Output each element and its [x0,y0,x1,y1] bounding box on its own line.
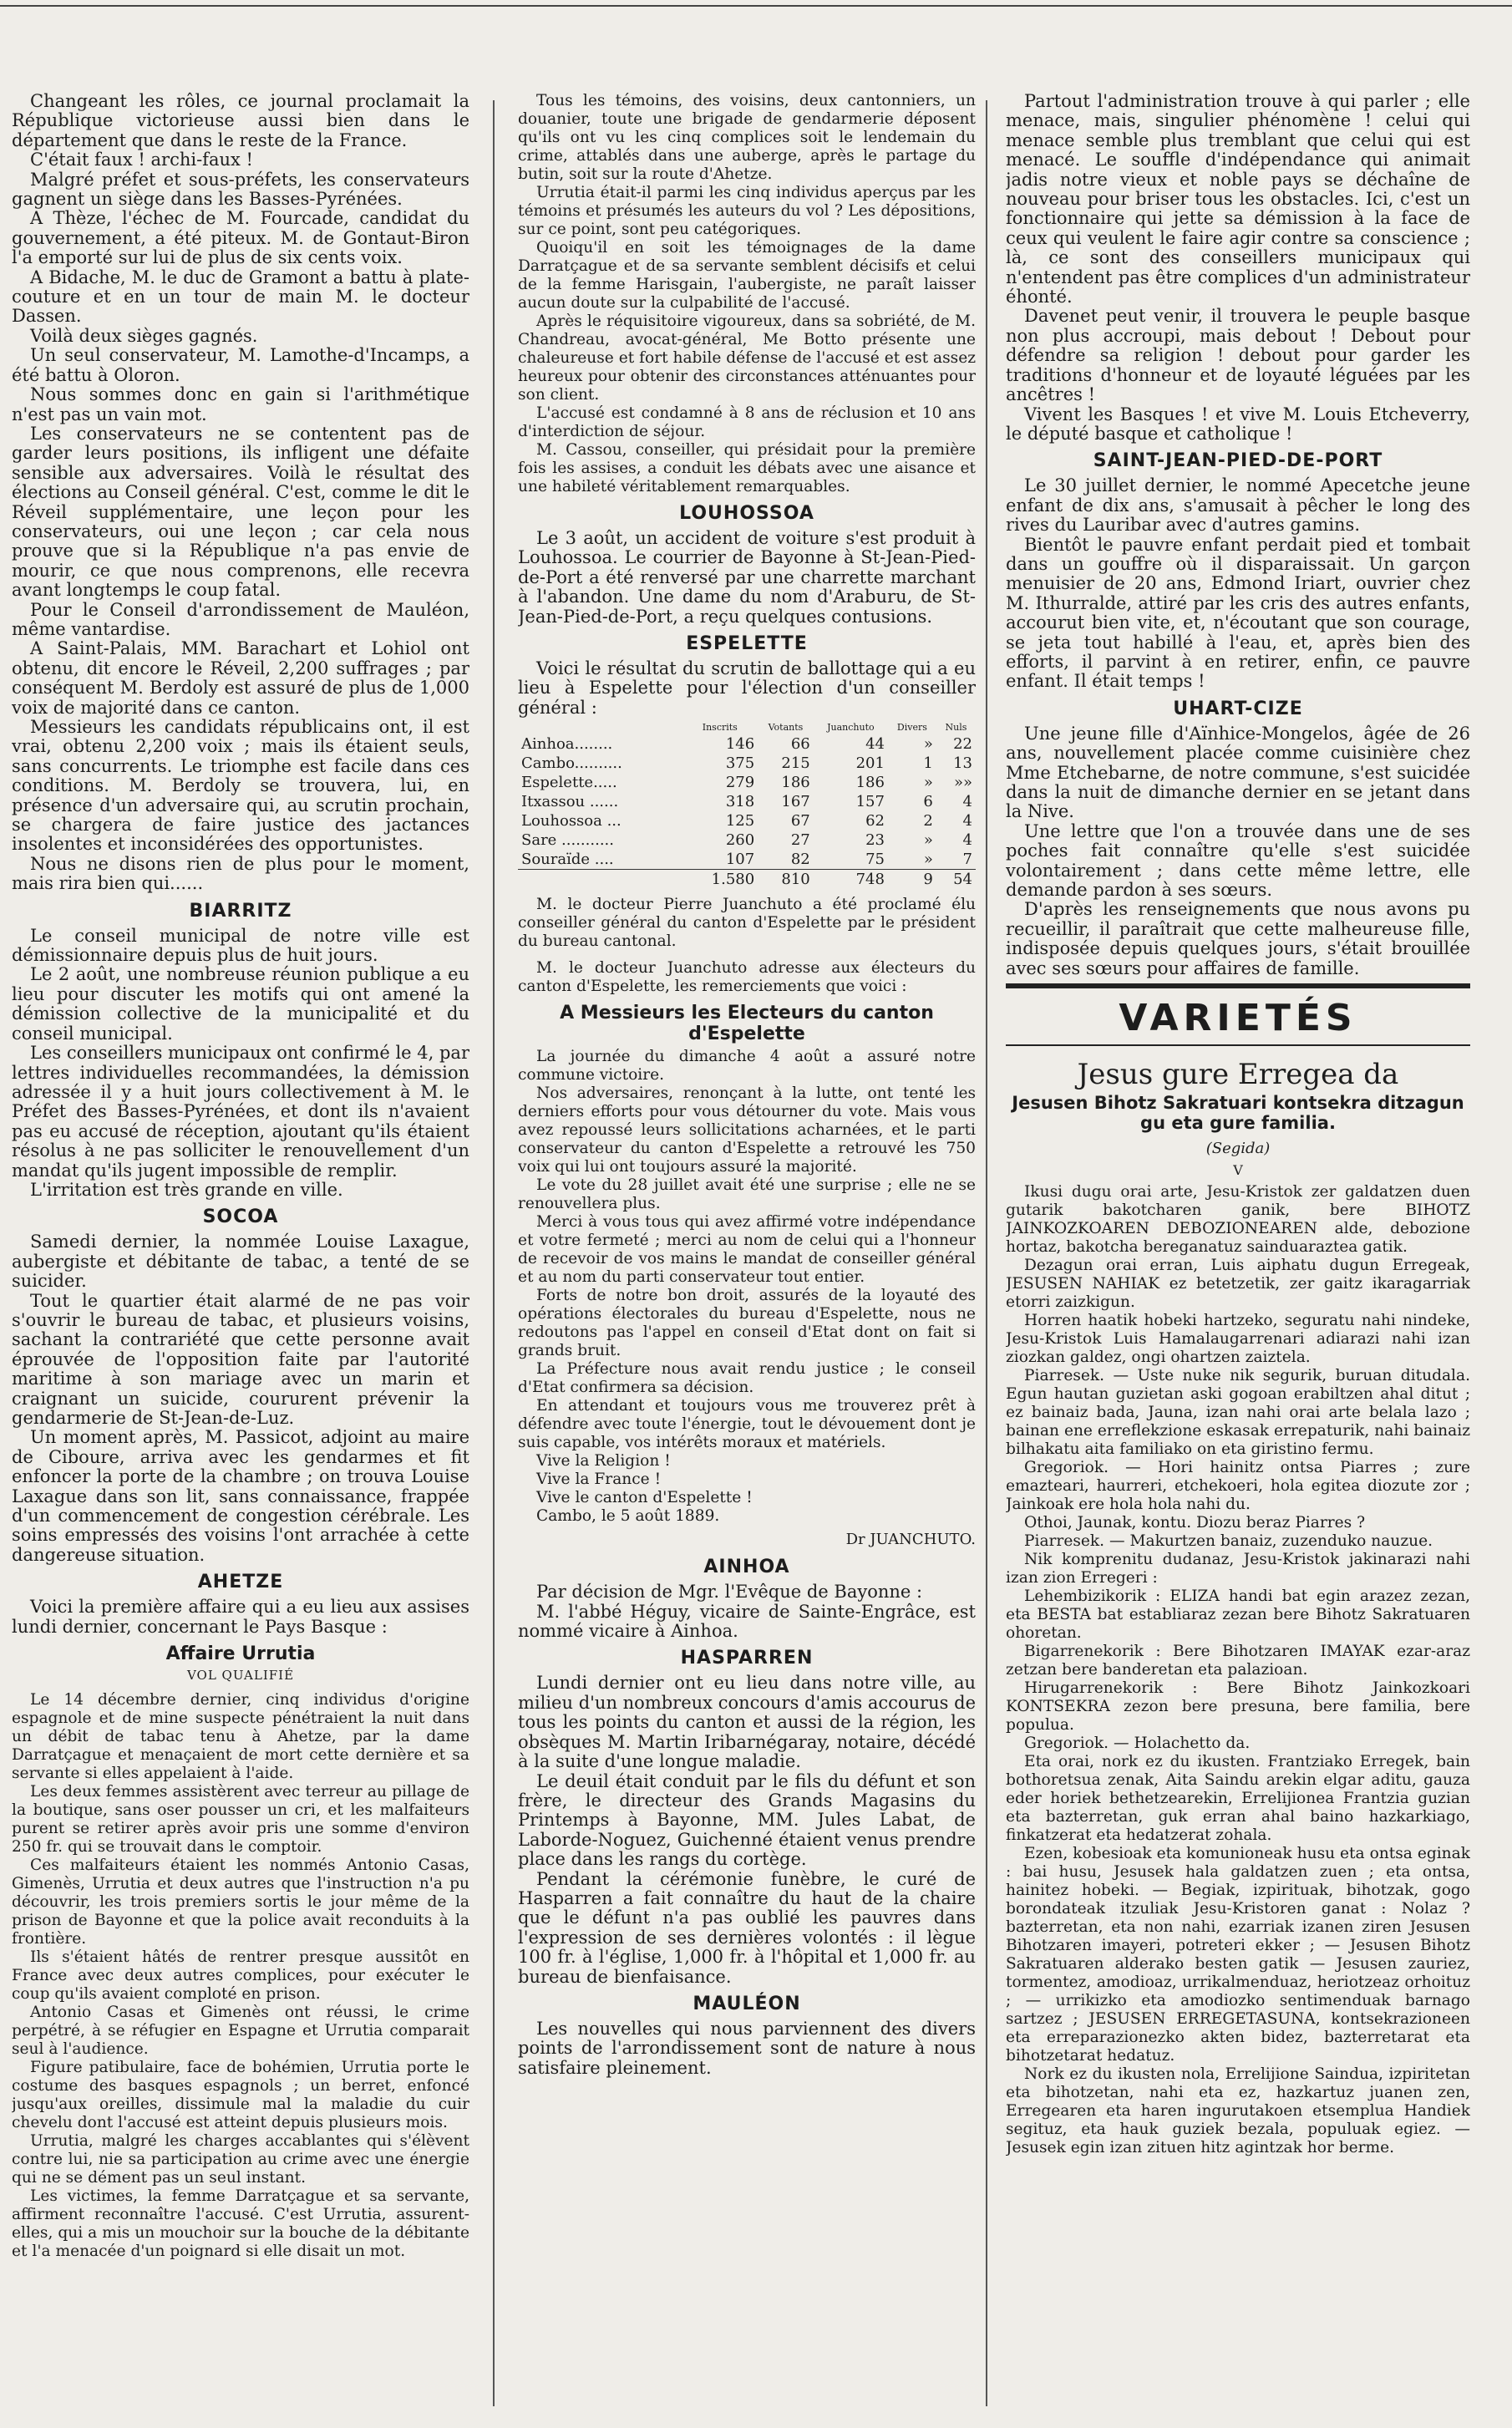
paragraph: A Bidache, M. le duc de Gramont a battu à plate-couture et en un tour de main M. le docteur Dassen. [12,267,469,327]
vote-cell: » [923,831,933,850]
vote-cell: 22 [953,735,972,754]
vote-header-nuls: Nuls [945,722,967,734]
paragraph: Figure patibulaire, face de bohémien, Urrutia porte le costume des basques espagnols ; un berret, enfoncé jusqu'aux oreilles, dissimule mal la maladie du cuir chevelu dont l'accusé est atteint depuis plusieurs mois. [12,2059,469,2132]
vote-cell: 23 [865,831,885,850]
paragraph: Bigarrenekorik : Bere Bihotzaren IMAYAK ezar-araz zetzan bere banderetan eta palazioan. [1006,1643,1470,1679]
espelette-intro: Voici le résultat du scrutin de ballottage qui a eu lieu à Espelette pour l'élection d'un conseiller général : [518,658,976,718]
paragraph: Forts de notre bon droit, assurés de la loyauté des opérations électorales du bureau d'Espelette, nous ne redoutons pas l'appel en conseil d'Etat dont on fait si grands bruit. [518,1287,976,1360]
heading-biarritz: BIARRITZ [189,900,292,922]
paragraph: Bientôt le pauvre enfant perdait pied et tombait dans un gouffre où il disparaissait. Un garçon menuisier de 20 ans, Edmond Iriart, ouvrier chez M. Ithurralde, attiré par les cris des autres enfants, accourut bien vite, et, n'écoutant que son courage, se jeta tout habillé à l'eau, et, après bien des efforts, il parvint à en retirer, enfin, ce pauvre enfant. Il était temps ! [1006,534,1470,692]
paragraph: Samedi dernier, la nommée Louise Laxague, aubergiste et débitante de tabac, a tenté de se suicider. [12,1232,469,1292]
paragraph: Ces malfaiteurs étaient les nommés Antonio Casas, Gimenès, Urrutia et deux autres que l'instruction n'a pu découvrir, les trois premiers sortis le jour même de la prison de Bayonne et que la police avait reconduits à la frontière. [12,1857,469,1948]
paragraph: Merci à vous tous qui avez affirmé votre indépendance et votre fermeté ; merci au nom de celui qui a l'honneur de recevoir de vos mains le mandat de conseiller général et au nom du parti conservateur tout entier. [518,1213,976,1287]
paragraph: Pour le Conseil d'arrondissement de Mauléon, même vantardise. [12,599,469,639]
paragraph: Nork ez du ikusten nola, Errelijione Saindua, izpiritetan eta bihotzetan, nahi eta ez, hazkartuz juanen zen, Erregearen eta haren ingurutakoen etsemplua Handiek segituz, eta hauk guziek bezala, populuak egiez. — Jesusek egin izan zituen hitz agintzak hor berme. [1006,2065,1470,2157]
paragraph: Le deuil était conduit par le fils du défunt et son frère, le directeur des Grands Magasins du Printemps à Bayonne, MM. Jules Labat, de Laborde-Noguez, Guichenné étaient venus prendre place dans les rangs du cortège. [518,1770,976,1870]
vote-cell: 375 [725,754,755,773]
vote-row [518,850,976,870]
paragraph: Gregoriok. — Holachetto da. [1024,1735,1251,1753]
heading-mauleon: MAULÉON [693,1993,801,2014]
heading-saint-jean-pied-de-port: SAINT-JEAN-PIED-DE-PORT [1093,450,1383,472]
paragraph: Nous ne disons rien de plus pour le moment, mais rira bien qui...... [12,853,469,894]
vote-cell: 4 [962,793,972,811]
vote-cell: » [923,851,933,869]
paragraph: Ezen, kobesioak eta komunioneak husu eta ontsa eginak : bai husu, Jesusek hala galdatzen zuen ; eta ontsa, hainitez hobeki. — Begiak, izpirituak, bihotzak, gogo borondateak itzuliak Jesu-Kristoren ganat : Nolaz ? bazterretan, eta non nahi, ezarriak izanen ziren Jesusen Bihotzaren imayeri, potreteri ekker ; — Jesusen Bihotz Sakratuaren alderako besten gatik — Jesusen zauriez, tormentez, amodioaz, urrikalmenduaz, heriotzeaz orhoituz ; — urrikizko eta amodiozko sentimenduak barnago sartzez ; JESUSEN ERREGETASUNA, kontsekrazioneen eta erreparazionezko akten bidez, bazterretarat eta bihotzetarat hedatuz. [1006,1845,1470,2065]
vote-cell: » [923,774,933,792]
vote-header-commune [518,721,682,734]
paragraph: Les deux femmes assistèrent avec terreur au pillage de la boutique, sans oser pousser un cri, et les malfaiteurs purent se retirer après avoir pris une somme d'environ 250 fr. qui se trouvait dans le comptoir. [12,1783,469,1857]
vote-total-cell: 9 [888,870,936,890]
vote-commune: Espelette..... [521,774,617,792]
paragraph: Piarresek. — Uste nuke nik segurik, buruan ditudala. Egun hautan guzietan aski gogoan erabiltzen ahal ditut ; ez bainaiz bada, Jauna, izan nahi orai arte belala lazo ; bainan ene erreflekzione eskasak errepaturik, nahi bainaiz bilhakatu aita familiako on eta giristino fermu. [1006,1367,1470,1459]
article-biarritz [12,927,469,1201]
heading-uhart-cize: UHART-CIZE [1173,698,1303,719]
vote-cell: 186 [855,774,885,792]
vote-cell: 215 [781,754,810,773]
paragraph: Changeant les rôles, ce journal proclamait la République victorieuse aussi bien dans le département que dans le reste de la France. [12,92,469,150]
paragraph: Nik komprenitu dudanaz, Jesu-Kristok jakinarazi nahi izan zion Erregeri : [1006,1551,1470,1587]
vote-commune: Ainhoa........ [521,735,613,754]
vote-header-juanchuto: Juanchuto [827,722,875,734]
paragraph: Urrutia était-il parmi les cinq individus aperçus par les témoins et présumés les auteurs du vol ? Les dépositions, sur ce point, sont peu catégoriques. [518,184,976,238]
vote-row [518,811,976,830]
paragraph: Vive la France ! [536,1471,662,1489]
varietes-banner: VARIETÉS [1006,983,1470,1046]
article-affaire-urrutia [12,1691,469,2261]
paragraph: Othoi, Jaunak, kontu. Diozu beraz Piarres ? [1024,1514,1366,1532]
vote-cell: 4 [962,812,972,830]
vote-row [518,734,976,754]
paragraph: D'après les renseignements que nous avons pu recueillir, il paraîtrait que cette malheureuse fille, indisposée depuis quelques jours, s'était brouillée avec ses sœurs pour affaires de famille. [1006,899,1470,978]
paragraph: La Préfecture nous avait rendu justice ; le conseil d'Etat confirmera sa décision. [518,1360,976,1397]
heading-ainhoa: AINHOA [703,1557,790,1578]
paragraph: Les victimes, la femme Darratçague et sa servante, affirment reconnaître l'accusé. C'est Urrutia, assurent-elles, qui a mis un mouchoir sur la bouche de la débitante et l'a menacée d'un poignard si elle disait un mot. [12,2187,469,2261]
vote-cell: 125 [725,812,755,830]
vote-cell: 279 [725,774,755,792]
vote-total-cell: 748 [814,870,888,890]
heading-ahetze: AHETZE [197,1572,284,1593]
heading-louhossoa: LOUHOSSOA [679,503,814,524]
column-rule-right [986,100,987,2406]
column-2 [518,92,976,2411]
vote-cell: 75 [865,851,885,869]
paragraph: Cambo, le 5 août 1889. [536,1507,720,1526]
article-louhossoa: Le 3 août, un accident de voiture s'est produit à Louhossoa. Le courrier de Bayonne à St-Jean-Pied-de-Port a été renversé par une charrette marchant à l'abandon. Une dame du nom d'Araburu, de St-Jean-Pied-de-Port, a reçu quelques contusions. [518,528,976,627]
heading-affaire-urrutia: Affaire Urrutia [165,1643,316,1665]
paragraph: Messieurs les candidats républicains ont, il est vrai, obtenu 2,200 voix ; mais ils étaient seuls, sans concurrents. Le triomphe est facile dans ces conditions. M. Berdoly se trouvera, lui, en présence d'un adversaire qui, au scrutin prochain, se chargera de faire justice des jactances insolentes et inconsidérées des opportunistes. [12,717,469,855]
vote-cell: 167 [781,793,810,811]
paragraph: Le 30 juillet dernier, le nommé Apecetche jeune enfant de dix ans, s'amusait à pêcher le long des rives du Lauribar avec d'autres gamins. [1006,475,1470,536]
vote-cell: 4 [962,831,972,850]
vote-total-cell: 54 [936,870,976,890]
vote-commune: Louhossoa ... [521,812,622,830]
varietes-subtitle: Jesusen Bihotz Sakratuari kontsekra ditzagun gu eta gure familia. [1012,1093,1464,1134]
paragraph: Horren haatik hobeki hartzeko, seguratu nahi nindeke, Jesu-Kristok Luis Hamalaugarrenari adiarazi nahi izan ziozkan galdez, ongi ohartzen zaiztela. [1006,1312,1470,1367]
heading-espelette: ESPELETTE [686,633,808,655]
vote-cell: »» [953,774,972,792]
vote-header-row [518,721,976,734]
paragraph: Pendant la cérémonie funèbre, le curé de Hasparren a fait connaître du haut de la chaire que le défunt n'a pas oublié les pauvres dans l'expression de ses dernières volontés : il lègue 100 fr. à l'église, 1,000 fr. à l'hôpital et 1,000 fr. au bureau de bienfaisance. [518,1868,976,1987]
paragraph: Vivent les Basques ! et vive M. Louis Etcheverry, le député basque et catholique ! [1006,404,1470,444]
paragraph: Le 14 décembre dernier, cinq individus d'origine espagnole et de mine suspecte pénétraient la nuit dans un débit de tabac tenu à Ahetze, par la dame Darratçague et menaçaient de mort cette dernière et sa servante si elles appelaient à l'aide. [12,1691,469,1783]
election-commentary [12,92,469,894]
paragraph: Hirugarrenekorik : Bere Bihotz Jainkozkoari KONTSEKRA zezon bere presuna, bere familia, bere populua. [1006,1679,1470,1735]
heading-socoa: SOCOA [202,1206,279,1228]
commentary-continued [1006,92,1470,444]
vote-row [518,754,976,773]
paragraph: Antonio Casas et Gimenès ont réussi, le crime perpétré, à se réfugier en Espagne et Urrutia comparait seul à l'audience. [12,2004,469,2059]
column-1 [12,92,469,2411]
paragraph: Une jeune fille d'Aïnhice-Mongelos, âgée de 26 ans, nouvellement placée comme cuisinière chez Mme Etchebarne, de notre commune, s'est suicidée dans la nuit de dimanche dernier en se jetant dans la Nive. [1006,723,1470,822]
paragraph: Nous sommes donc en gain si l'arithmétique n'est pas un vain mot. [12,384,469,424]
vote-header-divers: Divers [896,722,927,734]
column-rule-left [493,100,495,2406]
paragraph: Tout le quartier était alarmé de ne pas voir s'ouvrir le bureau de tabac, et plusieurs voisins, sachant la contrariété que cette personne avait éprouvée de l'opposition faite par l'autorité maritime à son mariage avec un marin et craignant un suicide, coururent prévenir la gendarmerie de St-Jean-de-Luz. [12,1290,469,1428]
vote-cell: 82 [790,851,810,869]
paragraph: Malgré préfet et sous-préfets, les conservateurs gagnent un siège dans les Basses-Pyrénées. [12,169,469,210]
letter-intro: M. le docteur Juanchuto adresse aux électeurs du canton d'Espelette, les remerciements que voici : [518,959,976,996]
paragraph: Après le réquisitoire vigoureux, dans sa sobriété, de M. Chandreau, avocat-général, Me Botto présente une chaleureuse et fort habile défense de l'accusé et est assez heureux pour obtenir des circonstances atténuantes pour son client. [518,312,976,404]
paragraph: Ikusi dugu orai arte, Jesu-Kristok zer galdatzen duen gutarik bakotcharen ganik, bere BIHOTZ JAINKOZKOAREN DEBOZIONEAREN alde, debozione hortaz, bakotcha bereganatuz sainduaraztea gatik. [1006,1183,1470,1257]
paragraph: M. Cassou, conseiller, qui présidait pour la première fois les assises, a conduit les débats avec une aisance et une habileté véritablement remarquables. [518,441,976,495]
article-uhart-cize [1006,724,1470,978]
paragraph: La journée du dimanche 4 août a assuré notre commune victoire. [518,1048,976,1084]
vote-row [518,830,976,850]
vote-cell: 201 [855,754,885,773]
paragraph: Partout l'administration trouve à qui parler ; elle menace, mais, singulier phénomène ! celui qui menace semble plus tremblant que celui qui est menacé. Le souffle d'indépendance qui animait jadis notre vieux et noble pays se déchaîne de nouveau pour briser tous les obstacles. Ici, c'est un fonctionnaire qui jette sa démission à la face de ceux qui veulent le faire agir contre sa conscience ; là, ce sont des conseillers municipaux qui n'entendent pas être complices d'un administrateur éhonté. [1006,92,1470,307]
vote-row [518,773,976,792]
paragraph: Eta orai, nork ez du ikusten. Frantziako Erregek, bain bothoretsua zenak, Aita Saindu arekin elgar aditu, gauza eder horiek bethetzearekin, Errelijionea Frantzia guzian eta bazterretan, guk erran ahal baino hazkarkiago, finkatzerat eta hedatzerat zohala. [1006,1753,1470,1845]
vote-row [518,792,976,811]
paragraph: Nos adversaires, renonçant à la lutte, ont tenté les derniers efforts pour vous détourner du vote. Mais vous avez repoussé leurs sollicitations acharnées, et le parti conservateur du canton d'Espelette a retrouvé les 750 voix qui lui ont toujours assuré la majorité. [518,1084,976,1176]
article-socoa [12,1232,469,1565]
vote-cell: 27 [790,831,810,850]
vote-cell: 1 [923,754,933,773]
paragraph: Un seul conservateur, M. Lamothe-d'Incamps, a été battu à Oloron. [12,345,469,385]
article-saint-jean-pied-de-port [1006,476,1470,691]
vote-total-row [518,870,976,890]
paragraph: Le vote du 28 juillet avait été une surprise ; elle ne se renouvellera plus. [518,1176,976,1213]
paragraph: Voilà deux sièges gagnés. [30,325,258,346]
paragraph: Le conseil municipal de notre ville est démissionnaire depuis plus de huit jours. [12,925,469,966]
vote-cell: » [923,735,933,754]
paragraph: Vive la Religion ! [536,1452,671,1471]
paragraph: Quoiqu'il en soit les témoignages de la dame Darratçague et de sa servante semblent décisifs et celui de la femme Harisgain, l'aubergiste, ne paraît laisser aucun doute sur la culpabilité de l'accusé. [518,239,976,312]
heading-letter: A Messieurs les Electeurs du canton d'Espelette [560,1003,934,1045]
paragraph: L'irritation est très grande en ville. [30,1179,343,1200]
vote-cell: 260 [725,831,755,850]
espelette-result: M. le docteur Pierre Juanchuto a été proclamé élu conseiller général du canton d'Espelette par le président du bureau cantonal. [518,896,976,951]
letter-body [518,1048,976,1526]
varietes-title: Jesus gure Erregea da [1077,1058,1399,1092]
paragraph: Gregoriok. — Hori hainitz ontsa Piarres ; zure emazteari, haurreri, etchekoeri, hola egitea diozute zor ; Jainkoak ere hola hola nahi du. [1006,1459,1470,1514]
paragraph: Les conservateurs ne se contentent pas de garder leurs positions, ils infligent une défaite sensible aux adversaires. Voilà le résultat des élections au Conseil général. C'est, comme le dit le Réveil supplémentaire, une leçon pour les conservateurs, oui une leçon ; car cela nous prouve que si la République n'a pas envie de mourir, ce que nous comprenons, elle recevra avant longtemps le coup fatal. [12,423,469,601]
paragraph: M. l'abbé Héguy, vicaire de Sainte-Engrâce, est nommé vicaire à Ainhoa. [518,1601,976,1642]
vote-cell: 157 [855,793,885,811]
vote-cell: 186 [781,774,810,792]
varietes-section-number: V [1233,1162,1243,1179]
affaire-continued [518,92,976,496]
vote-cell: 13 [953,754,972,773]
paragraph: C'était faux ! archi-faux ! [30,150,253,170]
vote-results-table [518,721,976,889]
paragraph: Lehembizikorik : ELIZA handi bat egin arazez zezan, eta BESTA bat establiaraz zezan bere Bihotz Sakratuaren ohoretan. [1006,1587,1470,1643]
vote-total-cell: 810 [758,870,814,890]
paragraph: En attendant et toujours vous me trouverez prêt à défendre avec toute l'énergie, tout le dévouement dont je suis capable, vos intérêts moraux et matériels. [518,1397,976,1452]
paragraph: Urrutia, malgré les charges accablantes qui s'élèvent contre lui, nie sa participation au crime avec une énergie qui ne se dément pas un seul instant. [12,2132,469,2187]
vote-commune: Souraïde .... [521,851,614,869]
vote-header-inscrits: Inscrits [702,722,738,734]
paragraph: Tous les témoins, des voisins, deux cantonniers, un douanier, toute une brigade de gendarmerie déposent qu'ils ont vu les cinq complices soit le lendemain du crime, attablés dans une auberge, après le partage du butin, soit sur la route d'Ahetze. [518,92,976,183]
vote-cell: 318 [725,793,755,811]
vote-cell: 62 [865,812,885,830]
paragraph: Par décision de Mgr. l'Evêque de Bayonne : [536,1582,923,1603]
column-3 [1006,92,1470,2411]
paragraph: Les conseillers municipaux ont confirmé le 4, par lettres individuelles recommandées, la démission adressée il y a huit jours collectivement à M. le Préfet des Basses-Pyrénées, et dont ils n'avaient pas eu accusé de réception, ajoutant qu'ils étaient résolus à ne pas solliciter le renouvellement d'un mandat qu'ils jugent impossible de remplir. [12,1043,469,1181]
paragraph: Un moment après, M. Passicot, adjoint au maire de Ciboure, arriva avec les gendarmes et fit enfoncer la porte de la chambre ; on trouva Louise Laxague dans son lit, sans connaissance, frappée d'un commencement de congestion cérébrale. Les soins empressés des voisins l'ont arrachée à cette dangereuse situation. [12,1427,469,1565]
vote-commune: Itxassou ...... [521,793,619,811]
letter-signature: Dr JUANCHUTO. [845,1531,976,1549]
paragraph: Dezagun orai erran, Luis aiphatu dugun Erregeak, JESUSEN NAHIAK ez betetzetik, zer gaitz ikaragarriak etorri zaizkigun. [1006,1257,1470,1312]
vote-cell: 66 [790,735,810,754]
vote-cell: 2 [923,812,933,830]
vote-cell: 146 [725,735,755,754]
vote-header-votants: Votants [768,722,804,734]
vote-total-cell: 1.580 [682,870,758,890]
vote-cell: 67 [790,812,810,830]
vote-cell: 107 [725,851,755,869]
paragraph: Le 2 août, une nombreuse réunion publique a eu lieu pour discuter les motifs qui ont amené la démission collective de la municipalité et du conseil municipal. [12,964,469,1044]
paragraph: A Thèze, l'échec de M. Fourcade, candidat du gouvernement, a été piteux. M. de Gontaut-Biron l'a emporté sur lui de plus de six cents voix. [12,208,469,268]
paragraph: Une lettre que l'on a trouvée dans une de ses poches fait connaître qu'elle s'est suicidée volontairement ; dans cette même lettre, elle demande pardon à ses sœurs. [1006,820,1470,901]
paragraph: Piarresek. — Makurtzen banaiz, zuzenduko nauzue. [1024,1532,1433,1551]
affaire-kicker: VOL QUALIFIÉ [186,1668,295,1684]
vote-total-cell [518,870,682,890]
article-ainhoa [518,1582,976,1641]
paragraph: L'accusé est condamné à 8 ans de réclusion et 10 ans d'interdiction de séjour. [518,404,976,440]
vote-cell: 44 [865,735,885,754]
paragraph: A Saint-Palais, MM. Barachart et Lohiol ont obtenu, dit encore le Réveil, 2,200 suffrages ; par conséquent M. Berdoly est assuré de plus de 1,000 voix de majorité dans ce canton. [12,638,469,718]
ahetze-intro: Voici la première affaire qui a eu lieu aux assises lundi dernier, concernant le Pays Basque : [12,1597,469,1637]
vote-commune: Cambo.......... [521,754,622,773]
varietes-segida: (Segida) [1205,1140,1271,1158]
heading-hasparren: HASPARREN [680,1648,814,1669]
vote-cell: 7 [962,851,972,869]
paragraph: Vive le canton d'Espelette ! [536,1489,753,1507]
paragraph: Ils s'étaient hâtés de rentrer presque aussitôt en France avec deux autres complices, pour exécuter le coup qu'ils avaient comploté en prison. [12,1948,469,2004]
article-hasparren [518,1674,976,1987]
vote-cell: 6 [923,793,933,811]
paragraph: Lundi dernier ont eu lieu dans notre ville, au milieu d'un nombreux concours d'amis accourus de tous les points du canton et aussi de la région, les obsèques M. Martin Iribarnégaray, notaire, décédé à la suite d'une longue maladie. [518,1673,976,1772]
article-mauleon: Les nouvelles qui nous parviennent des divers points de l'arrondissement sont de nature à nous satisfaire pleinement. [518,2018,976,2078]
top-border [0,5,1512,7]
vote-commune: Sare ........... [521,831,614,850]
varietes-body [1006,1183,1470,2157]
paragraph: Davenet peut venir, il trouvera le peuple basque non plus accroupi, mais debout ! Debout pour défendre sa religion ! debout pour garder les traditions d'honneur et de loyauté léguées par les ancêtres ! [1006,306,1470,405]
